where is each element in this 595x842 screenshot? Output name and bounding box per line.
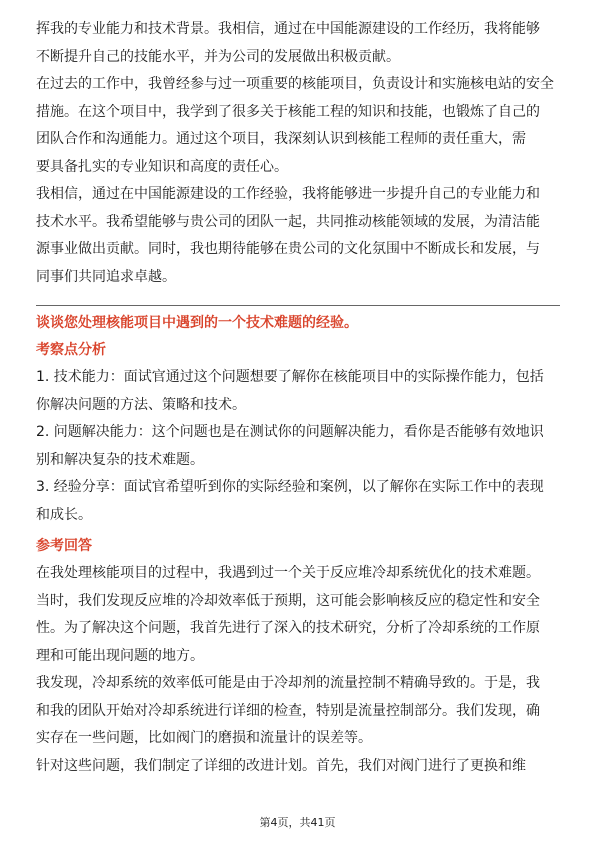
page-content <box>36 16 560 780</box>
text-line: 实存在一些问题，比如阀门的磨损和流量计的误差等。 <box>36 730 372 746</box>
intro-paragraph-2 <box>36 71 560 181</box>
analysis-item-1 <box>36 364 560 419</box>
answer-paragraph-3 <box>36 753 560 781</box>
text-line: 要具备扎实的专业知识和高度的责任心。 <box>36 158 288 175</box>
text-line: 源事业做出贡献。同时，我也期待能够在贵公司的文化氛围中不断成长和发展，与 <box>36 241 540 257</box>
text-line: 你解决问题的方法、策略和技术。 <box>36 396 246 413</box>
text-line: 在我处理核能项目的过程中，我遇到过一个关于反应堆冷却系统优化的技术难题。 <box>36 565 540 581</box>
text-line: 挥我的专业能力和技术背景。我相信，通过在中国能源建设的工作经历，我将能够 <box>36 21 540 37</box>
answer-heading: 参考回答 <box>36 538 92 554</box>
text-line: 和成长。 <box>36 506 92 523</box>
intro-paragraph-3 <box>36 181 560 291</box>
text-line: 1. 技术能力：面试官通过这个问题想要了解你在核能项目中的实际操作能力，包括 <box>36 369 544 385</box>
section-divider <box>36 305 560 306</box>
text-line: 在过去的工作中，我曾经参与过一项重要的核能项目，负责设计和实施核电站的安全 <box>36 76 554 92</box>
text-line: 我相信，通过在中国能源建设的工作经验，我将能够进一步提升自己的专业能力和 <box>36 186 540 202</box>
text-line: 2. 问题解决能力：这个问题也是在测试你的问题解决能力，看你是否能够有效地识 <box>36 424 544 440</box>
text-line: 当时，我们发现反应堆的冷却效率低于预期，这可能会影响核反应的稳定性和安全 <box>36 592 540 609</box>
intro-paragraph-1 <box>36 16 560 71</box>
text-line: 3. 经验分享：面试官希望听到你的实际经验和案例，以了解你在实际工作中的表现 <box>36 479 544 495</box>
text-line: 针对这些问题，我们制定了详细的改进计划。首先，我们对阀门进行了更换和维 <box>36 757 526 774</box>
question-heading: 谈谈您处理核能项目中遇到的一个技术难题的经验。 <box>36 315 358 331</box>
analysis-item-2 <box>36 419 560 474</box>
analysis-item-3 <box>36 474 560 529</box>
text-line: 和我的团队开始对冷却系统进行详细的检查，特别是流量控制部分。我们发现，确 <box>36 702 540 719</box>
answer-paragraph-2 <box>36 670 560 753</box>
text-line: 团队合作和沟通能力。通过这个项目，我深刻认识到核能工程师的责任重大，需 <box>36 131 526 147</box>
text-line: 同事们共同追求卓越。 <box>36 268 176 285</box>
text-line: 理和可能出现问题的地方。 <box>36 647 204 664</box>
text-line: 不断提升自己的技能水平，并为公司的发展做出积极贡献。 <box>36 48 400 65</box>
answer-paragraph-1 <box>36 560 560 670</box>
analysis-heading: 考察点分析 <box>36 342 106 358</box>
page-footer: 第4页，共41页 <box>259 816 336 829</box>
text-line: 性。为了解决这个问题，我首先进行了深入的技术研究，分析了冷却系统的工作原 <box>36 620 540 636</box>
text-line: 别和解决复杂的技术难题。 <box>36 451 204 468</box>
text-line: 我发现，冷却系统的效率低可能是由于冷却剂的流量控制不精确导致的。于是，我 <box>36 675 540 691</box>
text-line: 技术水平。我希望能够与贵公司的团队一起，共同推动核能领域的发展，为清洁能 <box>36 213 540 230</box>
text-line: 措施。在这个项目中，我学到了很多关于核能工程的知识和技能，也锻炼了自己的 <box>36 103 540 120</box>
